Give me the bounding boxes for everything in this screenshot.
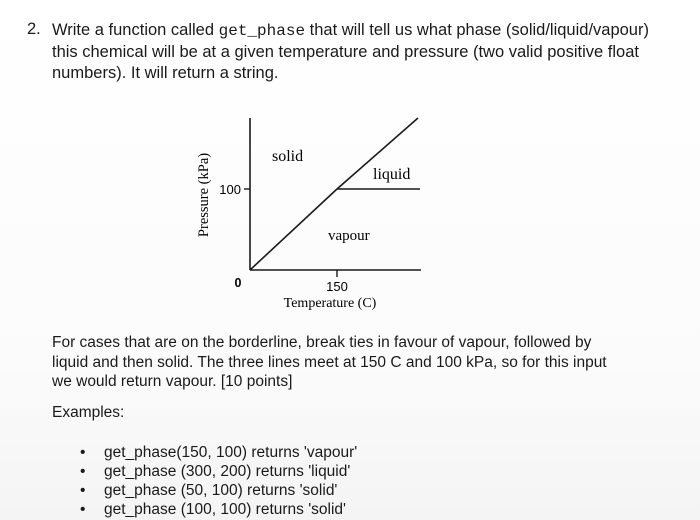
- vapour-boundary-line: [250, 189, 337, 270]
- x-tick-label: 150: [326, 279, 348, 294]
- question-prompt: [52, 20, 652, 84]
- x-axis-label: Temperature (C): [283, 296, 377, 311]
- question-number: 2.: [27, 20, 41, 38]
- region-label-liquid: liquid: [373, 166, 411, 183]
- example-item: • get_phase (300, 200) returns 'liquid': [80, 462, 357, 481]
- y-tick-label: 100: [219, 182, 241, 197]
- function-name: get_phase: [218, 22, 306, 40]
- examples-list: [80, 443, 357, 519]
- example-item: • get_phase(150, 100) returns 'vapour': [80, 443, 357, 462]
- examples-heading: Examples:: [52, 404, 125, 421]
- borderline-note: For cases that are on the borderline, break ties in favour of vapour, followed by liquid and then solid. The three lines meet at 150 C and 100 kPa, so for this input we would return vapour. [10 points]: [52, 334, 607, 390]
- origin-label: 0: [234, 276, 242, 290]
- region-label-solid: solid: [272, 148, 304, 165]
- example-item: • get_phase (50, 100) returns 'solid': [80, 481, 357, 500]
- region-label-vapour: vapour: [328, 228, 370, 244]
- y-axis-label: Pressure (kPa): [196, 152, 212, 238]
- question-text-end: that will tell us what phase (solid/liquid/vapour) this chemical will be at a given temperature and pressure (two valid positive float numbers). It will return a string.: [52, 21, 649, 82]
- question-text-start: Write a function called: [52, 21, 219, 39]
- example-item: • get_phase (100, 100) returns 'solid': [80, 500, 357, 519]
- phase-diagram: [180, 100, 460, 315]
